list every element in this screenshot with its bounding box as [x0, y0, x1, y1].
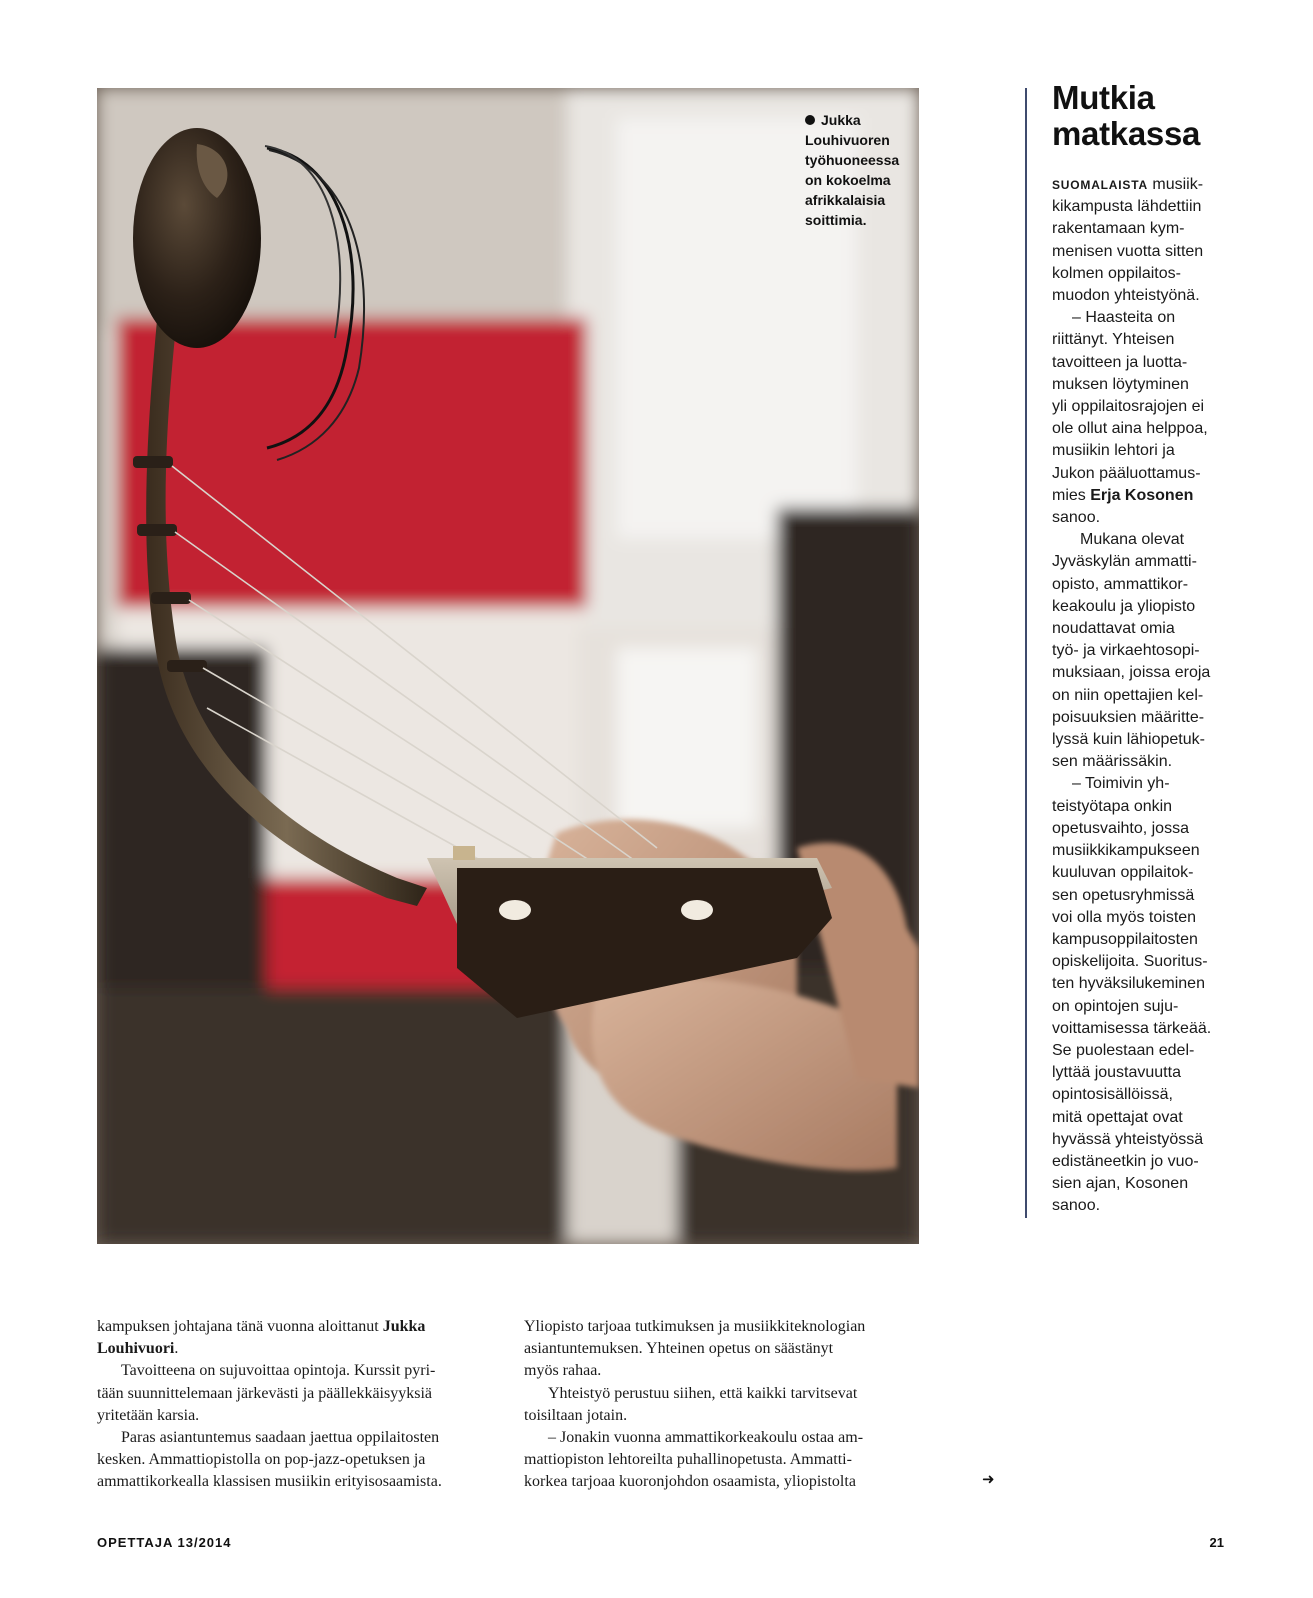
name-jukka: Jukka [382, 1318, 426, 1335]
sidebar-title: Mutkia matkassa [1052, 79, 1201, 152]
sidebar-name-erja: Erja Kosonen [1090, 486, 1194, 504]
sidebar-body: SUOMALAISTA musiik- kikampusta lähdettiin rakentamaan kym- menisen vuotta sitten kolmen oppilaitos- muodon yhteistyönä. – Haasteita on riittänyt. Yhteisen tavoitteen ja luotta- muksen löytyminen yli oppilaitosrajojen ei ole ollut aina helppoa, musiikin lehtori ja Jukon pääluottamus- mies Erja Kosonen sanoo. Mukana olevat Jyväskylän ammatti- opisto, ammattikor- keakoulu ja yliopisto noudattavat omia työ- ja virkaehtosopi- muksiaan, joissa eroja on niin opettajien kel- poisuuksien määritte- lyssä kuin lähiopetuk- sen määrissäkin. – Toimivin yh- teistyötapa onkin opetusvaihto, jossa musiikkikampukseen kuuluvan oppilaitok- sen opetusryhmissä voi olla myös toisten kampusoppilaitosten opiskelijoita. Suoritus- ten hyväksilukeminen on opintojen suju- voittamisessa tärkeää. Se puolestaan edel- lyttää joustavuutta opintosisällöissä, mitä opettajat ovat hyvässä yhteistyössä edistäneetkin jo vuo- sien ajan, Kosonen sanoo. [1052, 176, 1212, 1215]
page-number: 21 [1209, 1535, 1224, 1550]
photo-caption: Jukka Louhivuoren työhuoneessa on kokoelma afrikkalaisia soittimia. [805, 112, 900, 228]
body-column-1: kampuksen johtajana tänä vuonna aloittanut Jukka Louhivuori. Tavoitteena on sujuvoittaa opintoja. Kurssit pyri- tään suunnittelemaan järkevästi ja päällekkäisyyksiä yritetään karsia. Paras asiantuntemus saadaan jaettua oppilaitosten kesken. Ammattiopistolla on pop-jazz-opetuksen ja ammattikorkealla klassisen musiikin erityisosaamista. [97, 1318, 442, 1491]
caption-bullet-icon [805, 115, 815, 125]
sidebar-rule [1025, 88, 1027, 1218]
body-column-2: Yliopisto tarjoaa tutkimuksen ja musiikkiteknologian asiantuntemuksen. Yhteinen opetus on säästänyt myös rahaa. Yhteistyö perustuu siihen, että kaikki tarvitsevat toisiltaan jotain. – Jonakin vuonna ammattikorkeakoulu ostaa am- mattiopiston lehtoreilta puhallinopetusta. Ammatti- korkea tarjoaa kuoronjohdon osaamista, yliopistolta [524, 1318, 866, 1491]
name-louhivuori: Louhivuori [97, 1340, 175, 1358]
sidebar-lead: SUOMALAISTA [1052, 178, 1148, 192]
kora-harp-photo [97, 88, 919, 1244]
continue-arrow-icon: ➜ [982, 1470, 995, 1488]
footer-publication: OPETTAJA 13/2014 [97, 1535, 232, 1550]
article-photo [97, 88, 919, 1244]
